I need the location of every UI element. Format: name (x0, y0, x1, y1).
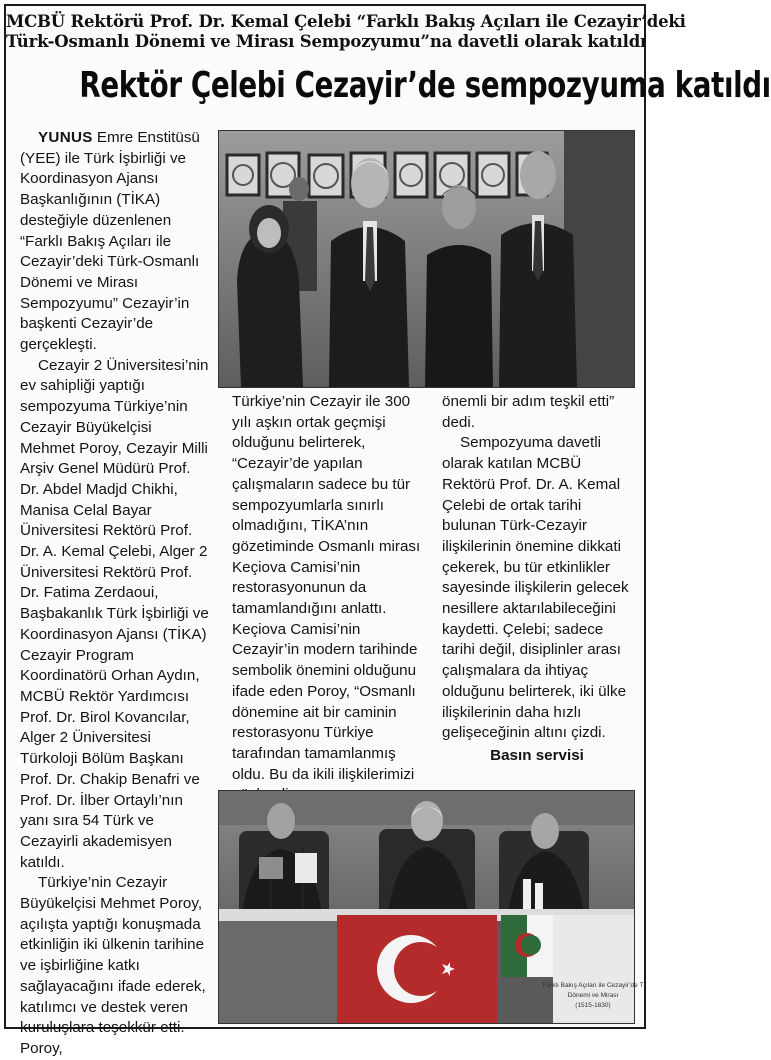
banner-line-3: (1515-1830) (575, 1002, 611, 1009)
paragraph: Sempozyuma davetli olarak katılan MCBÜ Rektörü Prof. Dr. A. Kemal Çelebi de ortak tarihi bulunan Türk-Cezayir ilişkilerinin önemine dikkati çekerek, bu tür etkinlikler sayesinde ilişkilerin gelecek nesillere aktarılabileceğini kaydetti. Çelebi; sadece tarihi değil, disiplinler arası çalışmalara da ihtiyaç olduğunu belirterek, iki ülke ilişkilerinin daha hızlı gelişeceğinin altını çizdi. (442, 434, 629, 742)
photo-panel-speakers (218, 790, 644, 1024)
lead-word: YUNUS (38, 129, 93, 146)
paragraph: Cezayir 2 Üniversitesi’nin ev sahipliği yaptığı sempozyuma Türkiye’nin Cezayir Büyükelçisi Mehmet Poroy, Cezayir Milli Arşiv Genel Müdürü Prof. Dr. Abdel Madjd Chikhi, Manisa Celal Bayar Üniversitesi Rektörü Prof. Dr. A. Kemal Çelebi, Alger 2 Üniversitesi Rektörü Prof. Dr. Fatima Zerdaoui, Başbakanlık Türk İşbirliği ve Koordinasyon Ajansı (TİKA) Cezayir Program Koordinatörü Orhan Aydın, MCBÜ Rektör Yardımcısı Prof. Dr. Birol Kovancılar, Alger 2 Üniversitesi Türkoloji Bölüm Başkanı Prof. Dr. Chakip Benafri ve Prof. Dr. İlber Ortaylı’nın yanı sıra 54 Türk ve Cezayirli akademisyen katıldı. (20, 356, 209, 871)
photo-illustration (219, 791, 644, 1023)
photo-group-at-exhibition (218, 130, 635, 388)
article-column-2 (232, 392, 428, 806)
headline: Rektör Çelebi Cezayir’de sempozyuma katıldı (79, 65, 771, 106)
kicker-line-1: MCBÜ Rektörü Prof. Dr. Kemal Çelebi “Farklı Bakış Açıları ile Cezayir’deki (6, 12, 686, 31)
signature: Basın servisi (490, 746, 584, 764)
paragraph: önemli bir adım teşkil etti” dedi. (442, 393, 615, 431)
banner-line-1: Farklı Bakış Açıları ile Cezayir’de T (542, 982, 644, 989)
kicker-line-2: Türk-Osmanlı Dönemi ve Mirası Sempozyumu”na davetli olarak katıldı (6, 32, 647, 51)
article-column-1 (20, 128, 209, 1060)
paragraph (20, 128, 209, 356)
paragraph-text: Emre Enstitüsü (YEE) ile Türk İşbirliği ve Koordinasyon Ajansı Başkanlığının (TİKA) desteğiyle düzenlenen “Farklı Bakış Açıları ile Cezayir’deki Türk-Osmanlı Dönemi ve Mirası Sempozyumu” Cezayir’in başkenti Cezayir’de gerçekleşti. (20, 129, 200, 354)
paragraph: Türkiye’nin Cezayir Büyükelçisi Mehmet Poroy, açılışta yaptığı konuşmada etkinliğin iki ülkenin tarihine ve işbirliğine katkı sağlayacağını ifade ederek, katılımcı ve destek veren kuruluşlara teşekkür etti. Poroy, (20, 874, 206, 1057)
photo-illustration (219, 131, 634, 387)
banner-line-2: Dönemi ve Mirası (567, 992, 619, 999)
article-column-3 (442, 392, 632, 767)
paragraph: Türkiye’nin Cezayir ile 300 yılı aşkın ortak geçmişi olduğunu belirterek, “Cezayir’de yapılan çalışmaların sadece bu tür sempozyumlarla sınırlı olmadığını, TİKA’nın gözetiminde Osmanlı mirası Keçiova Camisi’nin restorasyonunun da tamamlandığını anlattı. Keçiova Camisi’nin Cezayir’in modern tarihinde sembolik önemini olduğunu ifade eden Poroy, “Osmanlı dönemine ait bir caminin restorasyonu Türkiye tarafından tamamlanmış oldu. Bu da ikili ilişkilerimizi (232, 393, 421, 783)
newspaper-clipping (4, 4, 771, 1057)
kicker (6, 12, 686, 52)
